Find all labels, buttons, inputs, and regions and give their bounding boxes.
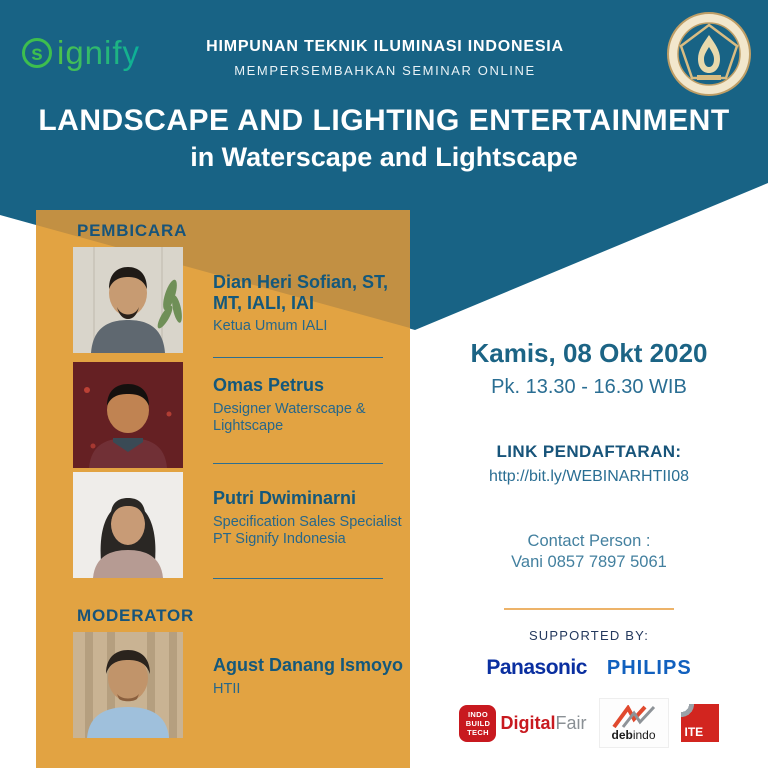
moderator-name: Agust Danang Ismoyo bbox=[213, 655, 404, 675]
indobuildtech-badge-icon bbox=[459, 705, 496, 742]
speaker-info bbox=[213, 488, 413, 548]
ite-logo bbox=[681, 704, 719, 742]
organization-name: HIMPUNAN TEKNIK ILUMINASI INDONESIA bbox=[206, 38, 564, 55]
panel-divider bbox=[213, 357, 383, 358]
philips-logo: PHILIPS bbox=[606, 656, 692, 679]
panel-divider bbox=[213, 578, 383, 579]
moderator-role: HTII bbox=[213, 680, 241, 697]
speaker-info bbox=[213, 375, 413, 435]
speaker-name: Dian Heri Sofian, ST, MT, IALI, IAI bbox=[213, 272, 389, 313]
registration-label: LINK PENDAFTARAN: bbox=[496, 442, 682, 461]
debindo-zigzag-icon bbox=[612, 705, 656, 729]
moderator-info bbox=[213, 655, 413, 698]
speaker-info bbox=[213, 272, 413, 335]
speakers-heading: PEMBICARA bbox=[77, 221, 188, 240]
panasonic-logo: Panasonic bbox=[486, 656, 587, 679]
speaker-photo-omas-petrus bbox=[73, 362, 183, 468]
contact-label: Contact Person : bbox=[527, 532, 651, 550]
moderator-heading: MODERATOR bbox=[77, 606, 195, 625]
sponsor-divider bbox=[504, 608, 674, 610]
sponsor-logos-row2 bbox=[410, 698, 768, 748]
ite-swoosh-icon bbox=[681, 704, 700, 723]
event-time: Pk. 13.30 - 16.30 WIB bbox=[491, 376, 687, 398]
speaker-photo-dian-heri-sofian bbox=[73, 247, 183, 353]
signify-logo bbox=[22, 34, 140, 72]
header-subtitle: MEMPERSEMBAHKAN SEMINAR ONLINE bbox=[234, 63, 536, 78]
speaker-photo-putri-dwiminarni bbox=[73, 472, 183, 578]
signify-s-icon bbox=[22, 38, 52, 68]
ite-wordmark: ITE bbox=[684, 725, 704, 739]
speaker-role: Ketua Umum IALI bbox=[213, 318, 328, 335]
contact-value: Vani 0857 7897 5061 bbox=[511, 552, 667, 571]
event-title-line2: in Waterscape and Lightscape bbox=[190, 142, 578, 172]
indobuildtech-line1: INDO bbox=[468, 709, 488, 719]
supported-by-heading: SUPPORTED BY: bbox=[528, 628, 650, 643]
digitalfair-wordmark: DigitalFair bbox=[500, 712, 587, 733]
speaker-name: Omas Petrus bbox=[213, 375, 325, 395]
signify-wordmark: ignify bbox=[57, 34, 141, 71]
panel-divider bbox=[213, 463, 383, 464]
speaker-name: Putri Dwiminarni bbox=[213, 488, 357, 508]
indobuildtech-line2: BUILD bbox=[465, 718, 491, 728]
event-date: Kamis, 08 Okt 2020 bbox=[470, 338, 708, 368]
speaker-role: Designer Waterscape & Lightscape bbox=[213, 400, 366, 434]
moderator-photo-agust-danang-ismoyo bbox=[73, 632, 183, 738]
event-title-line1: LANDSCAPE AND LIGHTING ENTERTAINMENT bbox=[38, 104, 730, 137]
debindo-wordmark: debindo bbox=[611, 728, 656, 742]
debindo-logo bbox=[599, 698, 669, 748]
speaker-role: Specification Sales Specialist PT Signify Indonesia bbox=[213, 513, 402, 547]
indobuildtech-digitalfair-logo bbox=[459, 705, 586, 742]
registration-link[interactable]: http://bit.ly/WEBINARHTII08 bbox=[488, 468, 690, 485]
indobuildtech-line3: TECH bbox=[467, 727, 489, 737]
contact-person-block bbox=[410, 531, 768, 572]
event-details-column bbox=[410, 0, 768, 768]
signify-s-letter: s bbox=[31, 41, 43, 65]
sponsor-logos-row1 bbox=[410, 656, 768, 680]
